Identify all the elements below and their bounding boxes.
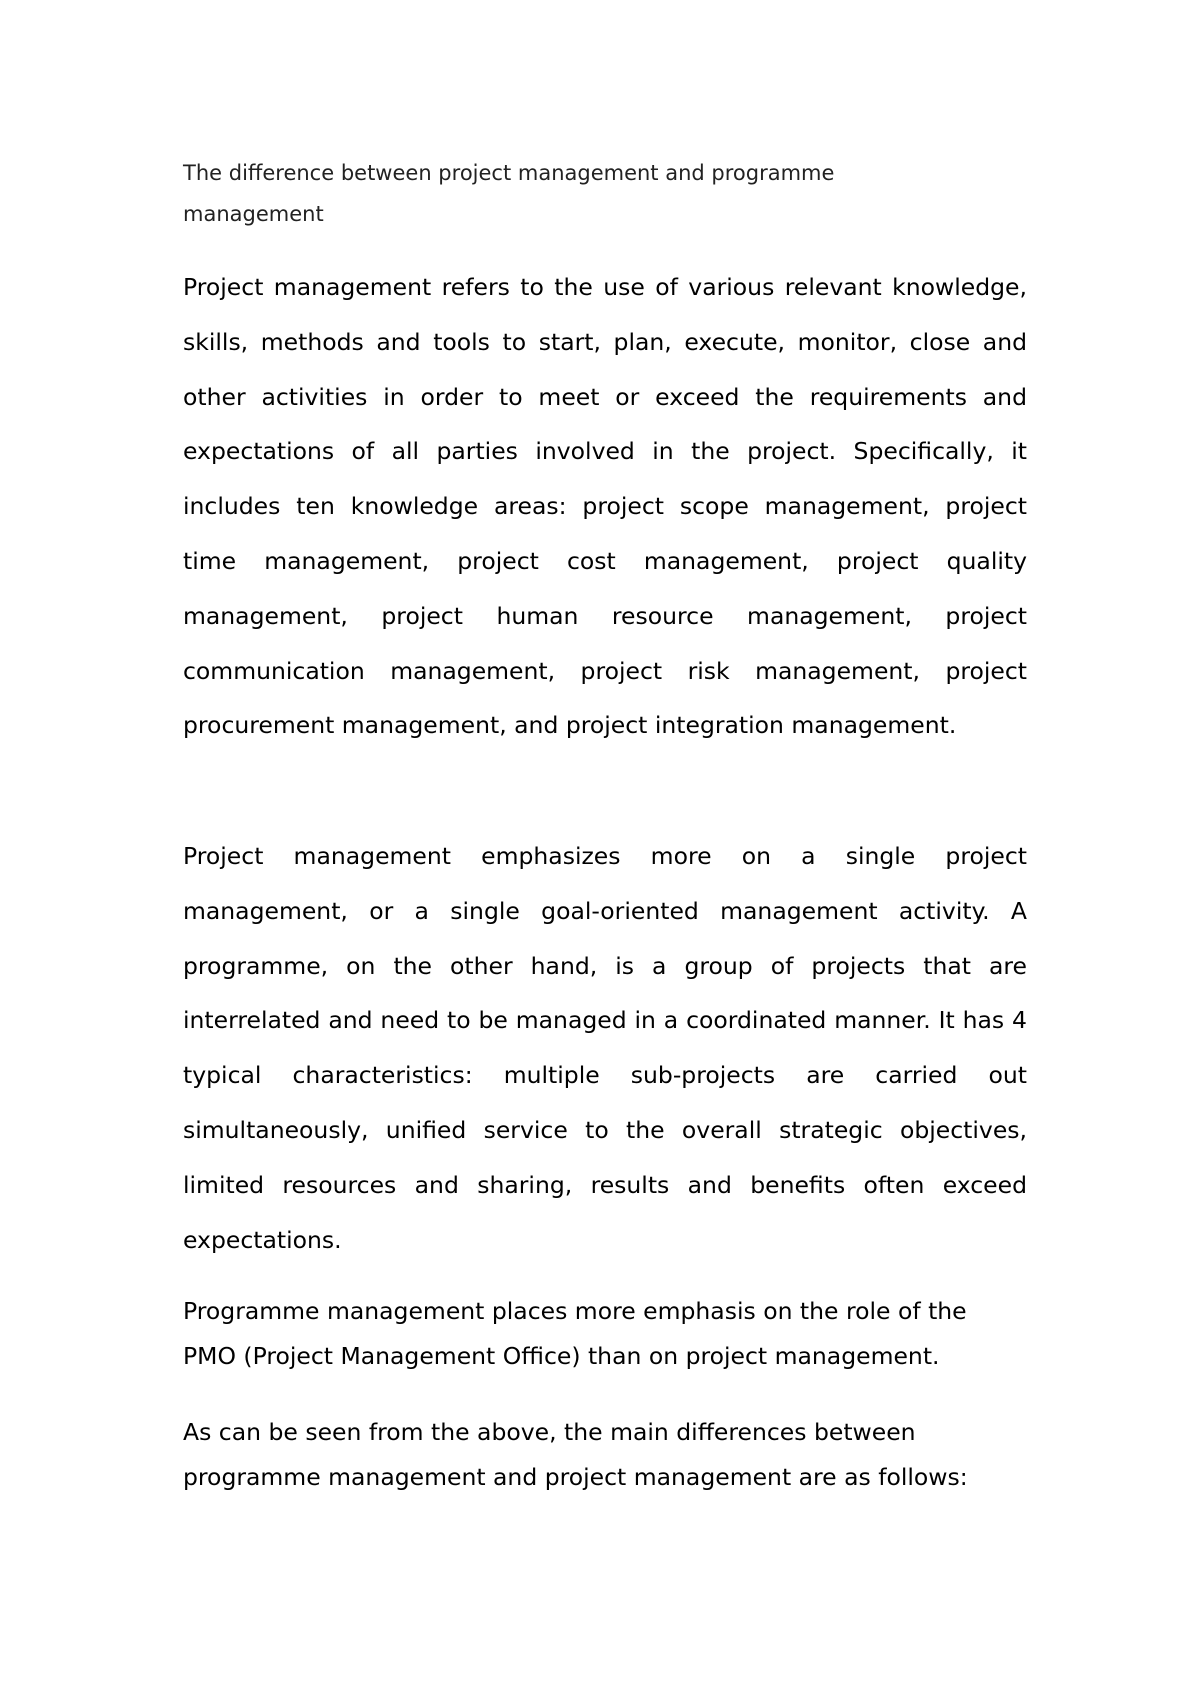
paragraph-project-management-definition: Project management refers to the use of various relevant knowledge, skills, methods and tools to start, plan, execute, monitor, close and other activities in order to meet or exceed the requirements and expectations of all parties involved in the project. Specifically, it includes ten knowledge areas: project scope management, project time management, project cost management, project quality management, project human resource management, project communication management, project risk management, project procurement management, and project integration management. [183,273,1027,740]
paragraph-pmo-emphasis: Programme management places more emphasis on the role of the PMO (Project Management Office) than on project management. [183,1297,967,1370]
document-title: The difference between project management and programme management [183,161,835,226]
paragraph-project-vs-programme: Project management emphasizes more on a single project management, or a single goal-oriented management activity. A programme, on the other hand, is a group of projects that are interrelated and need to be managed in a coordinated manner. It has 4 typical characteristics: multiple sub-projects are carried out simultaneously, unified service to the overall strategic objectives, limited resources and sharing, results and benefits often exceed expectations. [183,842,1027,1254]
paragraph-differences-intro: As can be seen from the above, the main differences between programme management and project management are as follows: [183,1418,968,1491]
